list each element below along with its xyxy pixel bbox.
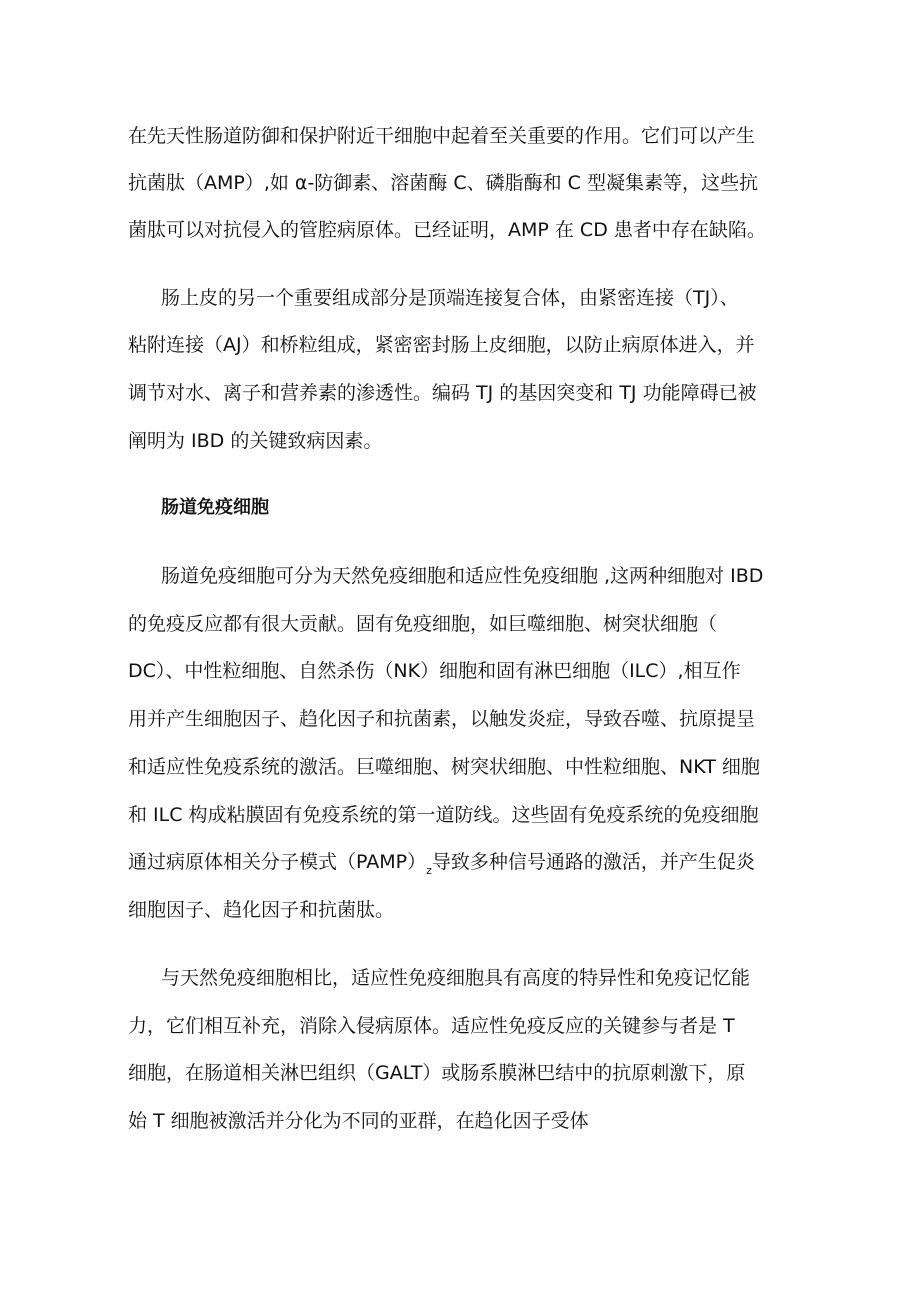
paragraph-4-line-3: 细胞，在肠道相关淋巴组织（GALT）或肠系膜淋巴结中的抗原刺激下，原 (128, 1062, 746, 1084)
paragraph-2-line-2: 粘附连接（AJ）和桥粒组成，紧密密封肠上皮细胞，以防止病原体进入，并 (128, 334, 755, 356)
paragraph-3-line-2: 的免疫反应都有很大贡献。固有免疫细胞，如巨噬细胞、树突状细胞（ (128, 613, 718, 635)
paragraph-3-line-8: 细胞因子、趋化因子和抗菌肽。 (128, 899, 395, 921)
paragraph-3-line-7-subscript: z (426, 864, 432, 877)
paragraph-3-line-1: 肠道免疫细胞可分为天然免疫细胞和适应性免疫细胞 ,这两种细胞对 IBD (161, 565, 764, 587)
paragraph-4-line-1: 与天然免疫细胞相比，适应性免疫细胞具有高度的特异性和免疫记忆能 (161, 967, 751, 989)
paragraph-4-line-4: 始 T 细胞被激活并分化为不同的亚群，在趋化因子受体 (128, 1110, 589, 1132)
paragraph-3-line-6: 和 ILC 构成粘膜固有免疫系统的第一道防线。这些固有免疫系统的免疫细胞 (128, 804, 759, 826)
paragraph-4-line-2: 力，它们相互补充，消除入侵病原体。适应性免疫反应的关键参与者是 T (128, 1015, 735, 1037)
paragraph-3-line-7 (128, 850, 755, 883)
paragraph-3-line-7-start: 通过病原体相关分子模式（PAMP） (128, 851, 427, 873)
paragraph-1-line-1: 在先天性肠道防御和保护附近干细胞中起着至关重要的作用。它们可以产生 (128, 125, 756, 147)
paragraph-1-line-3: 菌肽可以对抗侵入的管腔病原体。已经证明，AMP 在 CD 患者中存在缺陷。 (128, 219, 766, 241)
paragraph-2-line-4: 阐明为 IBD 的关键致病因素。 (128, 430, 383, 452)
paragraph-3-line-3: DC）、中性粒细胞、自然杀伤（NK）细胞和固有淋巴细胞（ILC）,相互作 (128, 660, 741, 682)
paragraph-2-line-1: 肠上皮的另一个重要组成部分是顶端连接复合体，由紧密连接（TJ）、 (161, 287, 739, 309)
paragraph-1-line-2: 抗菌肽（AMP）,如 α-防御素、溶菌酶 C、磷脂酶和 C 型凝集素等，这些抗 (128, 172, 758, 194)
paragraph-3-line-7-end: 导致多种信号通路的激活，并产生促炎 (431, 851, 755, 873)
paragraph-3-line-5: 和适应性免疫系统的激活。巨噬细胞、树突状细胞、中性粒细胞、NKT 细胞 (128, 756, 760, 778)
paragraph-3-line-4: 用并产生细胞因子、趋化因子和抗菌素，以触发炎症，导致吞噬、抗原提呈 (128, 708, 756, 730)
paragraph-2-line-3: 调节对水、离子和营养素的渗透性。编码 TJ 的基因突变和 TJ 功能障碍已被 (128, 382, 757, 404)
section-heading: 肠道免疫细胞 (161, 497, 269, 518)
